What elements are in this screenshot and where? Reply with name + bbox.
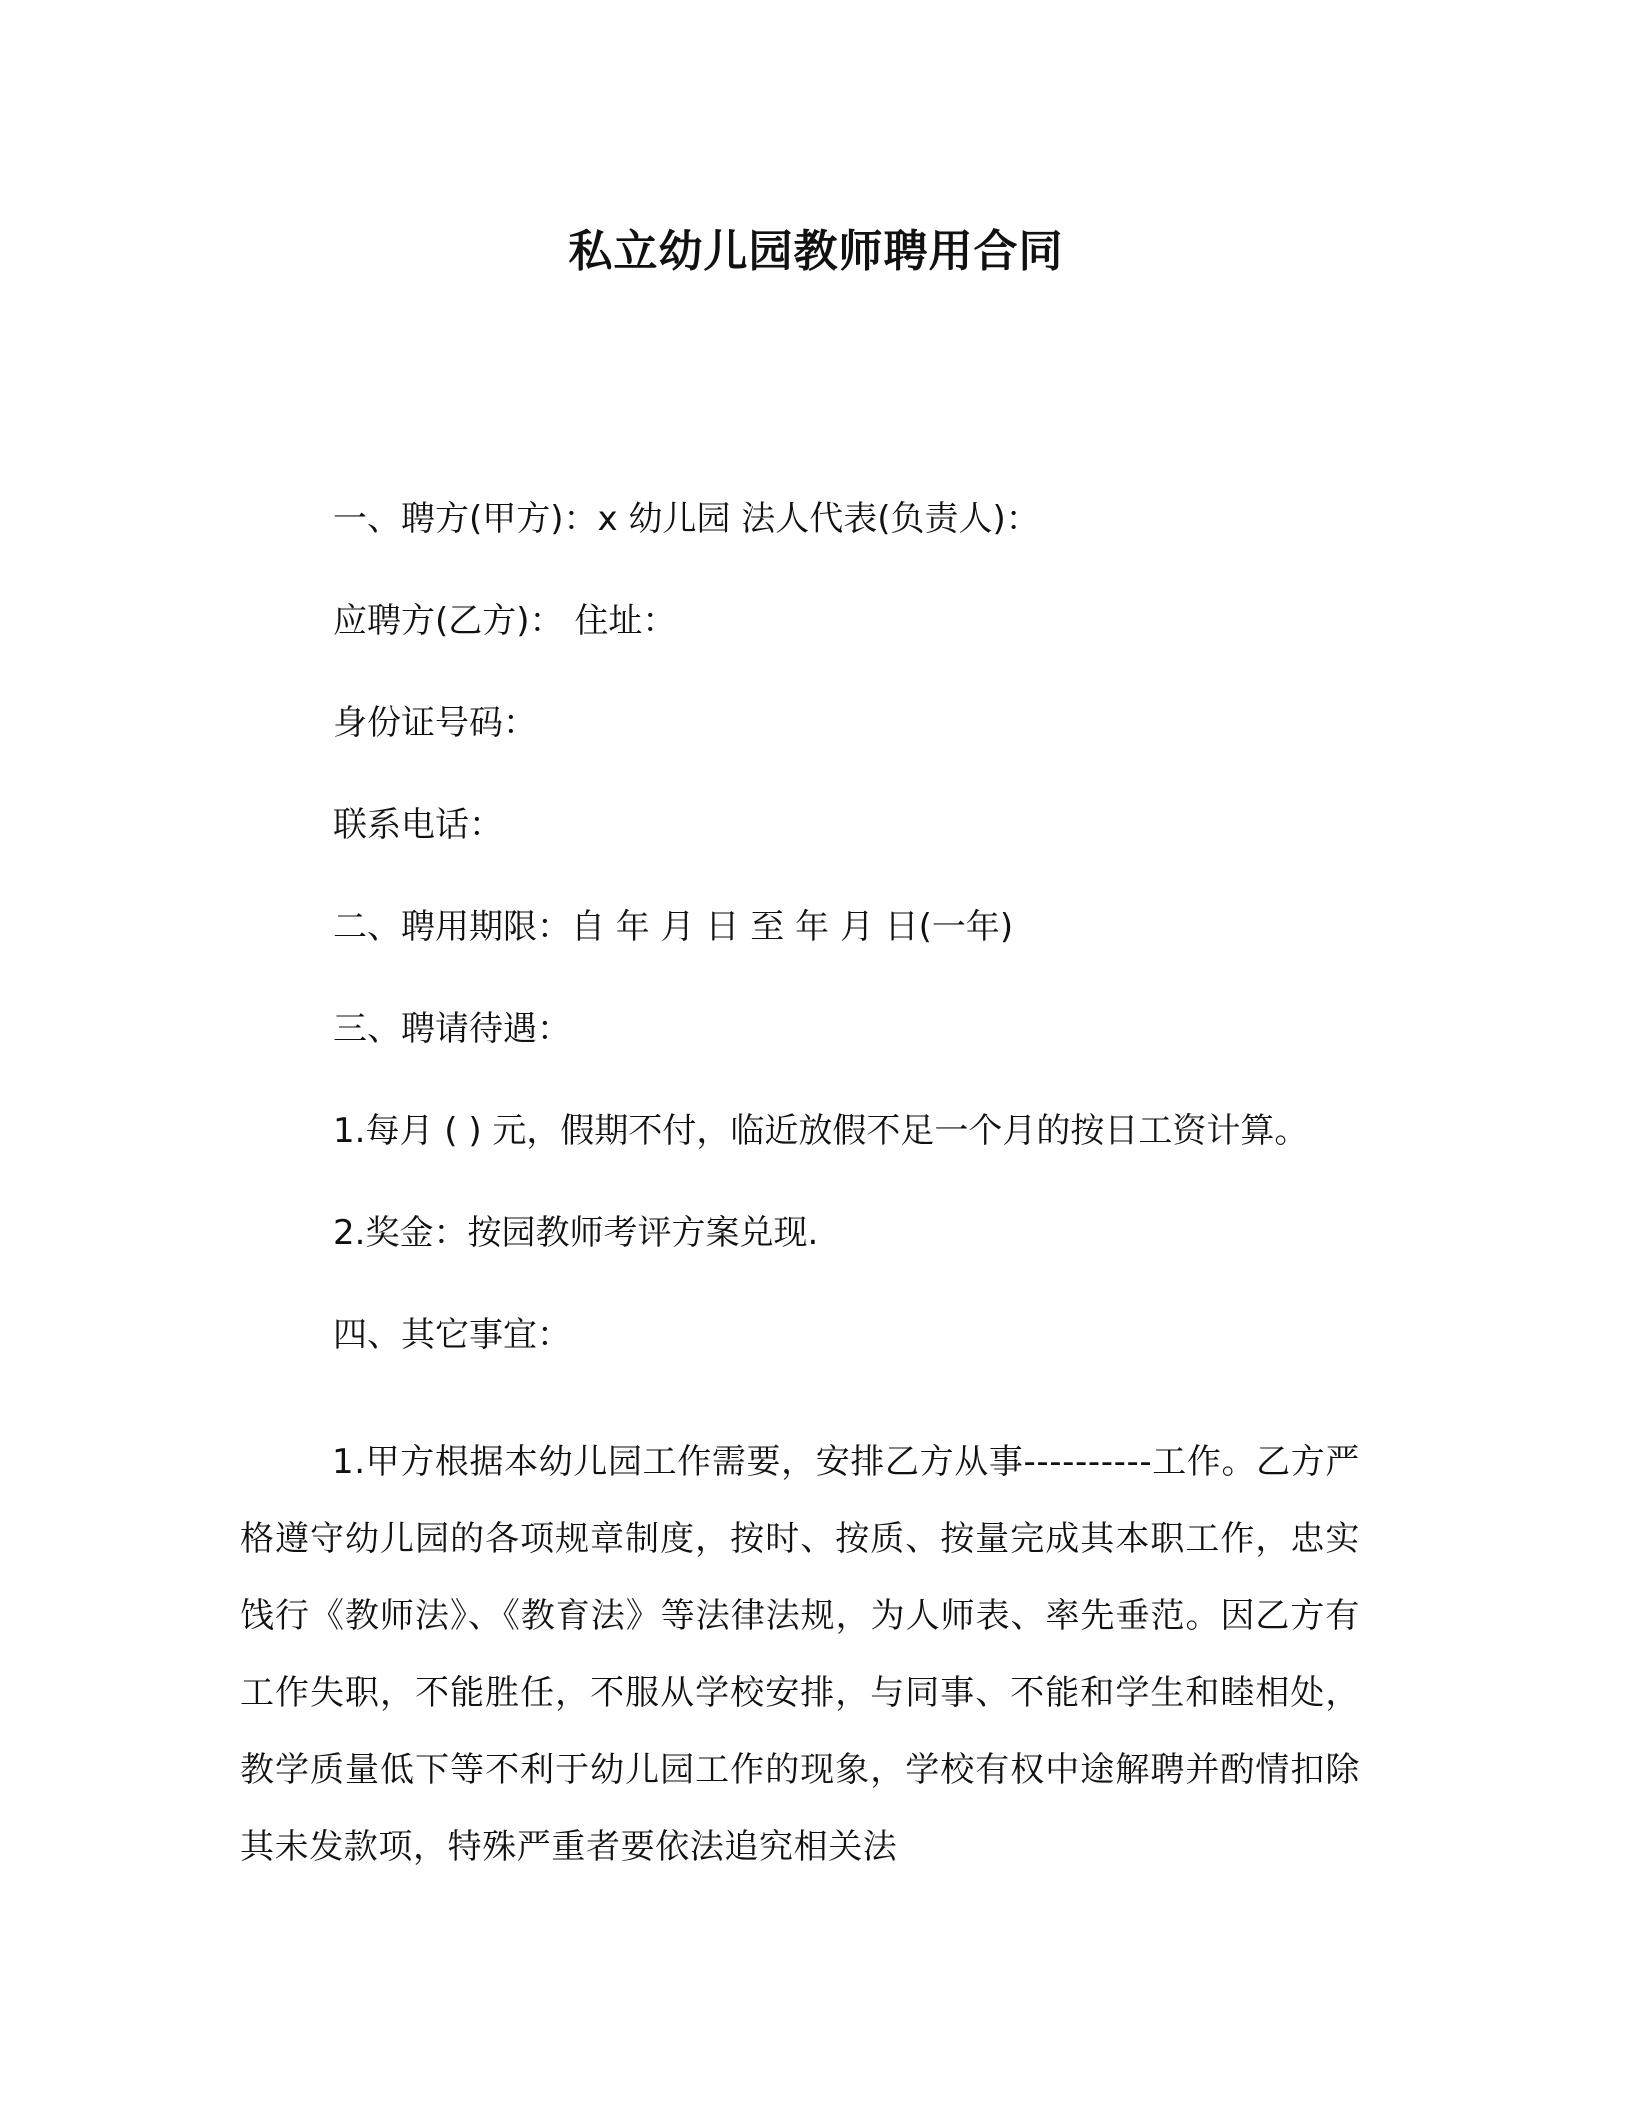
clause-term: 二、聘用期限：自 年 月 日 至 年 月 日(一年) bbox=[333, 907, 1014, 947]
document-title: 私立幼儿园教师聘用合同 bbox=[568, 226, 1064, 277]
clause-other-heading: 四、其它事宜： bbox=[333, 1315, 571, 1355]
clause-other-paragraph: 1.甲方根据本幼儿园工作需要，安排乙方从事----------工作。乙方严格遵守幼儿园的各项规章制度，按时、按质、按量完成其本职工作，忠实饯行《教师法》、《教育法》等法律法规，为人师表、率先垂范。因乙方有工作失职，不能胜任，不服从学校安排，与同事、不能和学生和睦相处，教学质量低下等不利于幼儿园工作的现象，学校有权中途解聘并酌情扣除其未发款项，特殊严重者要依法追究相关法 bbox=[240, 1442, 1360, 1867]
clause-bonus: 2.奖金：按园教师考评方案兑现. bbox=[333, 1213, 819, 1253]
clause-compensation-heading: 三、聘请待遇： bbox=[333, 1009, 571, 1049]
clause-phone: 联系电话： bbox=[333, 805, 503, 845]
clause-employer: 一、聘方(甲方)：x 幼儿园 法人代表(负责人)： bbox=[333, 499, 1040, 539]
clause-id-number: 身份证号码： bbox=[333, 703, 537, 743]
clause-employee: 应聘方(乙方)： 住址： bbox=[333, 601, 677, 641]
clause-monthly-salary: 1.每月 ( ) 元，假期不付，临近放假不足一个月的按日工资计算。 bbox=[333, 1111, 1309, 1151]
